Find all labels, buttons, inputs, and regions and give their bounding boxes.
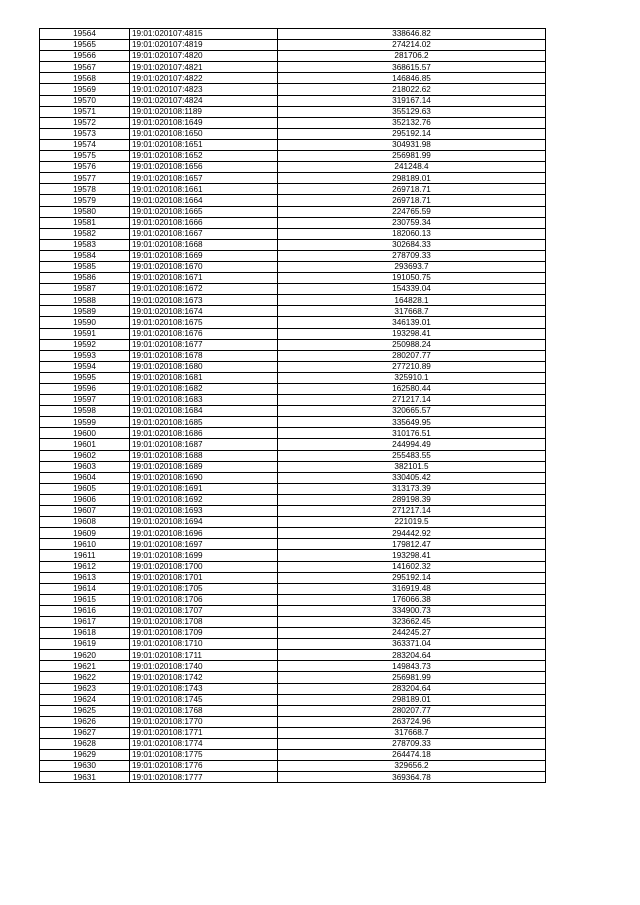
- cadastral-value: 176066.38: [278, 594, 546, 605]
- row-number: 19600: [40, 428, 130, 439]
- table-row: [40, 550, 546, 561]
- table-row: [40, 561, 546, 572]
- cadastral-number: 19:01:020108:1677: [130, 339, 278, 350]
- cadastral-number: 19:01:020108:1768: [130, 705, 278, 716]
- cadastral-value: 274214.02: [278, 40, 546, 51]
- row-number: 19604: [40, 472, 130, 483]
- table-row: [40, 628, 546, 639]
- table-row: [40, 184, 546, 195]
- table-row: [40, 40, 546, 51]
- row-number: 19617: [40, 616, 130, 627]
- table-row: [40, 228, 546, 239]
- table-body: [40, 29, 546, 783]
- table-row: [40, 206, 546, 217]
- cadastral-value: 149843.73: [278, 661, 546, 672]
- cadastral-number: 19:01:020108:1710: [130, 639, 278, 650]
- table-row: [40, 62, 546, 73]
- cadastral-number: 19:01:020108:1709: [130, 628, 278, 639]
- cadastral-number: 19:01:020108:1667: [130, 228, 278, 239]
- cadastral-number: 19:01:020107:4820: [130, 51, 278, 62]
- cadastral-number: 19:01:020108:1650: [130, 128, 278, 139]
- cadastral-number: 19:01:020107:4819: [130, 40, 278, 51]
- row-number: 19621: [40, 661, 130, 672]
- row-number: 19610: [40, 539, 130, 550]
- row-number: 19570: [40, 95, 130, 106]
- cadastral-number: 19:01:020108:1705: [130, 583, 278, 594]
- cadastral-number: 19:01:020108:1668: [130, 239, 278, 250]
- cadastral-number: 19:01:020108:1676: [130, 328, 278, 339]
- cadastral-number: 19:01:020108:1699: [130, 550, 278, 561]
- cadastral-number: 19:01:020108:1701: [130, 572, 278, 583]
- table-row: [40, 683, 546, 694]
- table-row: [40, 428, 546, 439]
- cadastral-number: 19:01:020107:4824: [130, 95, 278, 106]
- cadastral-value: 162580.44: [278, 384, 546, 395]
- cadastral-number: 19:01:020108:1700: [130, 561, 278, 572]
- row-number: 19599: [40, 417, 130, 428]
- row-number: 19624: [40, 694, 130, 705]
- cadastral-value: 283204.64: [278, 650, 546, 661]
- cadastral-value: 241248.4: [278, 162, 546, 173]
- table-row: [40, 517, 546, 528]
- cadastral-number: 19:01:020108:1664: [130, 195, 278, 206]
- table-row: [40, 395, 546, 406]
- row-number: 19613: [40, 572, 130, 583]
- cadastral-number: 19:01:020108:1670: [130, 261, 278, 272]
- cadastral-number: 19:01:020107:4823: [130, 84, 278, 95]
- cadastral-value: 368615.57: [278, 62, 546, 73]
- cadastral-value: 338646.82: [278, 29, 546, 40]
- table-row: [40, 350, 546, 361]
- cadastral-number: 19:01:020108:1745: [130, 694, 278, 705]
- table-row: [40, 727, 546, 738]
- table-row: [40, 483, 546, 494]
- table-row: [40, 284, 546, 295]
- row-number: 19597: [40, 395, 130, 406]
- cadastral-number: 19:01:020108:1678: [130, 350, 278, 361]
- cadastral-number: 19:01:020108:1742: [130, 672, 278, 683]
- cadastral-value: 317668.7: [278, 727, 546, 738]
- cadastral-value: 280207.77: [278, 705, 546, 716]
- row-number: 19590: [40, 317, 130, 328]
- cadastral-value: 179812.47: [278, 539, 546, 550]
- table-row: [40, 106, 546, 117]
- cadastral-value: 250988.24: [278, 339, 546, 350]
- cadastral-value: 363371.04: [278, 639, 546, 650]
- cadastral-number: 19:01:020108:1771: [130, 727, 278, 738]
- table-row: [40, 739, 546, 750]
- cadastral-number: 19:01:020108:1657: [130, 173, 278, 184]
- row-number: 19628: [40, 739, 130, 750]
- table-row: [40, 306, 546, 317]
- cadastral-number: 19:01:020108:1687: [130, 439, 278, 450]
- row-number: 19587: [40, 284, 130, 295]
- row-number: 19578: [40, 184, 130, 195]
- cadastral-value: 271217.14: [278, 506, 546, 517]
- cadastral-value: 298189.01: [278, 694, 546, 705]
- table-row: [40, 139, 546, 150]
- row-number: 19625: [40, 705, 130, 716]
- row-number: 19581: [40, 217, 130, 228]
- cadastral-number: 19:01:020108:1680: [130, 361, 278, 372]
- cadastral-value: 271217.14: [278, 395, 546, 406]
- cadastral-value: 264474.18: [278, 750, 546, 761]
- row-number: 19588: [40, 295, 130, 306]
- cadastral-value: 283204.64: [278, 683, 546, 694]
- cadastral-value: 221019.5: [278, 517, 546, 528]
- table-row: [40, 162, 546, 173]
- row-number: 19572: [40, 117, 130, 128]
- table-row: [40, 539, 546, 550]
- row-number: 19585: [40, 261, 130, 272]
- cadastral-number: 19:01:020108:1685: [130, 417, 278, 428]
- row-number: 19619: [40, 639, 130, 650]
- table-row: [40, 417, 546, 428]
- row-number: 19575: [40, 151, 130, 162]
- cadastral-value: 352132.76: [278, 117, 546, 128]
- cadastral-number: 19:01:020108:1776: [130, 761, 278, 772]
- cadastral-value: 218022.62: [278, 84, 546, 95]
- row-number: 19603: [40, 461, 130, 472]
- cadastral-number: 19:01:020108:1649: [130, 117, 278, 128]
- table-row: [40, 650, 546, 661]
- cadastral-number: 19:01:020108:1672: [130, 284, 278, 295]
- table-row: [40, 750, 546, 761]
- cadastral-value: 335649.95: [278, 417, 546, 428]
- cadastral-number: 19:01:020108:1189: [130, 106, 278, 117]
- row-number: 19582: [40, 228, 130, 239]
- cadastral-value: 244994.49: [278, 439, 546, 450]
- table-row: [40, 217, 546, 228]
- row-number: 19568: [40, 73, 130, 84]
- table-row: [40, 583, 546, 594]
- row-number: 19616: [40, 605, 130, 616]
- table-row: [40, 361, 546, 372]
- row-number: 19618: [40, 628, 130, 639]
- cadastral-number: 19:01:020108:1671: [130, 273, 278, 284]
- cadastral-value: 289198.39: [278, 494, 546, 505]
- table-row: [40, 95, 546, 106]
- table-row: [40, 328, 546, 339]
- table-row: [40, 29, 546, 40]
- cadastral-number: 19:01:020108:1652: [130, 151, 278, 162]
- table-row: [40, 73, 546, 84]
- row-number: 19583: [40, 239, 130, 250]
- row-number: 19573: [40, 128, 130, 139]
- table-row: [40, 716, 546, 727]
- table-row: [40, 84, 546, 95]
- table-row: [40, 239, 546, 250]
- table-row: [40, 705, 546, 716]
- cadastral-number: 19:01:020108:1777: [130, 772, 278, 783]
- cadastral-value: 295192.14: [278, 128, 546, 139]
- cadastral-number: 19:01:020108:1690: [130, 472, 278, 483]
- table-row: [40, 506, 546, 517]
- row-number: 19630: [40, 761, 130, 772]
- cadastral-number: 19:01:020108:1683: [130, 395, 278, 406]
- cadastral-value: 263724.96: [278, 716, 546, 727]
- table-row: [40, 117, 546, 128]
- cadastral-value: 164828.1: [278, 295, 546, 306]
- row-number: 19602: [40, 450, 130, 461]
- row-number: 19589: [40, 306, 130, 317]
- row-number: 19620: [40, 650, 130, 661]
- cadastral-number: 19:01:020108:1674: [130, 306, 278, 317]
- table-row: [40, 594, 546, 605]
- table-row: [40, 661, 546, 672]
- cadastral-number: 19:01:020107:4815: [130, 29, 278, 40]
- row-number: 19607: [40, 506, 130, 517]
- cadastral-value: 193298.41: [278, 550, 546, 561]
- row-number: 19626: [40, 716, 130, 727]
- table-row: [40, 195, 546, 206]
- cadastral-value: 304931.98: [278, 139, 546, 150]
- cadastral-value: 317668.7: [278, 306, 546, 317]
- cadastral-number: 19:01:020108:1740: [130, 661, 278, 672]
- row-number: 19566: [40, 51, 130, 62]
- row-number: 19605: [40, 483, 130, 494]
- row-number: 19591: [40, 328, 130, 339]
- cadastral-value: 224765.59: [278, 206, 546, 217]
- row-number: 19612: [40, 561, 130, 572]
- cadastral-value: 182060.13: [278, 228, 546, 239]
- table-row: [40, 761, 546, 772]
- cadastral-value: 293693.7: [278, 261, 546, 272]
- cadastral-value: 146846.85: [278, 73, 546, 84]
- table-row: [40, 572, 546, 583]
- cadastral-number: 19:01:020108:1669: [130, 250, 278, 261]
- row-number: 19584: [40, 250, 130, 261]
- row-number: 19569: [40, 84, 130, 95]
- row-number: 19622: [40, 672, 130, 683]
- cadastral-value: 323662.45: [278, 616, 546, 627]
- cadastral-number: 19:01:020108:1694: [130, 517, 278, 528]
- cadastral-value: 329656.2: [278, 761, 546, 772]
- cadastral-value: 193298.41: [278, 328, 546, 339]
- table-row: [40, 173, 546, 184]
- row-number: 19586: [40, 273, 130, 284]
- cadastral-value: 280207.77: [278, 350, 546, 361]
- cadastral-value: 230759.34: [278, 217, 546, 228]
- cadastral-number: 19:01:020108:1661: [130, 184, 278, 195]
- cadastral-number: 19:01:020108:1681: [130, 372, 278, 383]
- cadastral-number: 19:01:020108:1688: [130, 450, 278, 461]
- cadastral-number: 19:01:020108:1684: [130, 406, 278, 417]
- row-number: 19594: [40, 361, 130, 372]
- cadastral-value: 382101.5: [278, 461, 546, 472]
- cadastral-number: 19:01:020107:4822: [130, 73, 278, 84]
- table-row: [40, 772, 546, 783]
- cadastral-number: 19:01:020108:1711: [130, 650, 278, 661]
- table-row: [40, 528, 546, 539]
- table-row: [40, 472, 546, 483]
- cadastral-number: 19:01:020108:1682: [130, 384, 278, 395]
- cadastral-value: 334900.73: [278, 605, 546, 616]
- cadastral-value: 277210.89: [278, 361, 546, 372]
- cadastral-number: 19:01:020108:1691: [130, 483, 278, 494]
- row-number: 19609: [40, 528, 130, 539]
- row-number: 19565: [40, 40, 130, 51]
- row-number: 19611: [40, 550, 130, 561]
- cadastral-value: 269718.71: [278, 184, 546, 195]
- row-number: 19596: [40, 384, 130, 395]
- row-number: 19615: [40, 594, 130, 605]
- row-number: 19567: [40, 62, 130, 73]
- cadastral-value: 330405.42: [278, 472, 546, 483]
- cadastral-number: 19:01:020108:1689: [130, 461, 278, 472]
- row-number: 19631: [40, 772, 130, 783]
- cadastral-value: 244245.27: [278, 628, 546, 639]
- row-number: 19574: [40, 139, 130, 150]
- table-row: [40, 616, 546, 627]
- cadastral-value: 278709.33: [278, 250, 546, 261]
- row-number: 19579: [40, 195, 130, 206]
- row-number: 19595: [40, 372, 130, 383]
- cadastral-value: 154339.04: [278, 284, 546, 295]
- row-number: 19614: [40, 583, 130, 594]
- cadastral-number: 19:01:020108:1770: [130, 716, 278, 727]
- cadastral-value: 302684.33: [278, 239, 546, 250]
- table-row: [40, 384, 546, 395]
- cadastral-value: 355129.63: [278, 106, 546, 117]
- table-row: [40, 339, 546, 350]
- table-row: [40, 273, 546, 284]
- cadastral-value: 310176.51: [278, 428, 546, 439]
- row-number: 19601: [40, 439, 130, 450]
- cadastral-value: 319167.14: [278, 95, 546, 106]
- cadastral-value: 294442.92: [278, 528, 546, 539]
- table-row: [40, 128, 546, 139]
- row-number: 19576: [40, 162, 130, 173]
- cadastral-number: 19:01:020108:1693: [130, 506, 278, 517]
- table-row: [40, 439, 546, 450]
- cadastral-value: 269718.71: [278, 195, 546, 206]
- cadastral-number: 19:01:020107:4821: [130, 62, 278, 73]
- row-number: 19592: [40, 339, 130, 350]
- table-row: [40, 450, 546, 461]
- table-row: [40, 639, 546, 650]
- cadastral-value: 256981.99: [278, 672, 546, 683]
- cadastral-value: 325910.1: [278, 372, 546, 383]
- cadastral-value: 191050.75: [278, 273, 546, 284]
- cadastral-number: 19:01:020108:1775: [130, 750, 278, 761]
- cadastral-number: 19:01:020108:1774: [130, 739, 278, 750]
- row-number: 19606: [40, 494, 130, 505]
- table-row: [40, 605, 546, 616]
- cadastral-number: 19:01:020108:1743: [130, 683, 278, 694]
- table-row: [40, 250, 546, 261]
- cadastral-value: 313173.39: [278, 483, 546, 494]
- cadastral-value: 316919.48: [278, 583, 546, 594]
- table-row: [40, 494, 546, 505]
- table-row: [40, 372, 546, 383]
- cadastral-value: 295192.14: [278, 572, 546, 583]
- cadastral-number: 19:01:020108:1707: [130, 605, 278, 616]
- row-number: 19629: [40, 750, 130, 761]
- table-row: [40, 317, 546, 328]
- cadastral-number: 19:01:020108:1686: [130, 428, 278, 439]
- row-number: 19598: [40, 406, 130, 417]
- table-row: [40, 672, 546, 683]
- cadastral-value: 298189.01: [278, 173, 546, 184]
- cadastral-number: 19:01:020108:1656: [130, 162, 278, 173]
- row-number: 19577: [40, 173, 130, 184]
- table-row: [40, 151, 546, 162]
- row-number: 19564: [40, 29, 130, 40]
- table-row: [40, 694, 546, 705]
- cadastral-value: 256981.99: [278, 151, 546, 162]
- cadastral-value: 320665.57: [278, 406, 546, 417]
- cadastral-number: 19:01:020108:1708: [130, 616, 278, 627]
- table-row: [40, 406, 546, 417]
- table-row: [40, 51, 546, 62]
- cadastral-value: 346139.01: [278, 317, 546, 328]
- row-number: 19571: [40, 106, 130, 117]
- cadastral-number: 19:01:020108:1675: [130, 317, 278, 328]
- cadastral-value: 141602.32: [278, 561, 546, 572]
- data-table: [39, 28, 546, 783]
- cadastral-number: 19:01:020108:1697: [130, 539, 278, 550]
- table-row: [40, 295, 546, 306]
- table-row: [40, 261, 546, 272]
- cadastral-number: 19:01:020108:1651: [130, 139, 278, 150]
- cadastral-number: 19:01:020108:1696: [130, 528, 278, 539]
- row-number: 19593: [40, 350, 130, 361]
- cadastral-number: 19:01:020108:1692: [130, 494, 278, 505]
- row-number: 19623: [40, 683, 130, 694]
- row-number: 19580: [40, 206, 130, 217]
- cadastral-value: 281706.2: [278, 51, 546, 62]
- cadastral-number: 19:01:020108:1666: [130, 217, 278, 228]
- row-number: 19627: [40, 727, 130, 738]
- cadastral-value: 369364.78: [278, 772, 546, 783]
- cadastral-value: 255483.55: [278, 450, 546, 461]
- cadastral-number: 19:01:020108:1673: [130, 295, 278, 306]
- table-row: [40, 461, 546, 472]
- cadastral-value: 278709.33: [278, 739, 546, 750]
- row-number: 19608: [40, 517, 130, 528]
- cadastral-number: 19:01:020108:1706: [130, 594, 278, 605]
- cadastral-number: 19:01:020108:1665: [130, 206, 278, 217]
